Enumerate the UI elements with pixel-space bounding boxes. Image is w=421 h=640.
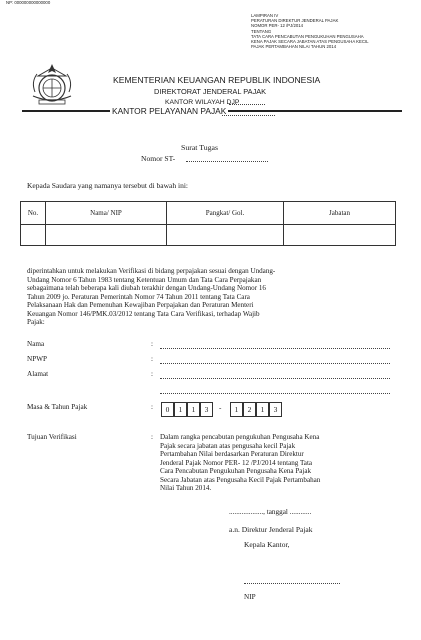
document-code: NP: 000000000000000 xyxy=(6,0,51,5)
body-paragraph xyxy=(27,267,397,327)
column-header-position: Jabatan xyxy=(284,202,396,225)
field-dots-nama xyxy=(160,348,390,349)
tujuan-line: Pajak secara jabatan atas pengusaha kecil Pajak xyxy=(160,441,296,450)
body-line: Pajak: xyxy=(27,318,45,326)
body-line: Pelaksanaan Hak dan Pemenuhan Kewajiban Perpajakan dan Peraturan Menteri xyxy=(27,301,254,309)
table-cell xyxy=(167,225,284,246)
table-cell xyxy=(21,225,46,246)
tax-office-label: KANTOR PELAYANAN PAJAK xyxy=(112,106,227,116)
table-row xyxy=(21,225,396,246)
staff-table xyxy=(20,201,396,246)
field-dots-alamat-1 xyxy=(160,378,390,379)
field-colon: : xyxy=(151,403,153,411)
body-line: Keuangan Nomor 146/PMK.03/2012 tentang Tata Cara Verifikasi, terhadap Wajib xyxy=(27,309,260,318)
addressee-text: Kepada Saudara yang namanya tersebut di bawah ini: xyxy=(27,181,188,190)
regional-office-label: KANTOR WILAYAH DJP xyxy=(165,99,240,106)
table-cell xyxy=(284,225,396,246)
annex-line: NOMOR PER- 12 /PJ/2014 xyxy=(251,23,304,29)
signature-on-behalf: a.n. Direktur Jenderal Pajak xyxy=(229,525,313,534)
field-colon: : xyxy=(151,340,153,348)
masa-digit-box: 3 xyxy=(200,402,213,417)
field-label-masa: Masa & Tahun Pajak xyxy=(27,403,88,411)
ministry-emblem-icon xyxy=(27,62,77,108)
body-line: Undang Nomor 6 Tahun 1983 tentang Ketentuan Umum dan Tata Cara Perpajakan xyxy=(27,275,262,284)
regional-office-dots xyxy=(229,104,265,105)
masa-digit-box: 1 xyxy=(174,402,187,417)
tujuan-line: Cara Pencabutan Pengukuhan Pengusaha Kena Pajak xyxy=(160,467,312,475)
table-cell xyxy=(46,225,167,246)
column-header-name: Nama/ NIP xyxy=(46,202,167,225)
tujuan-line: Nilai Tahun 2014. xyxy=(160,484,212,492)
annex-block xyxy=(251,13,416,49)
letter-title: Surat Tugas xyxy=(181,143,219,152)
tujuan-line: Secara Jabatan atas Pengusaha Kecil Pajak Pertambahan xyxy=(160,475,321,484)
annex-line: TENTANG xyxy=(251,28,272,34)
field-label-tujuan: Tujuan Verifikasi xyxy=(27,433,77,441)
field-label-npwp: NPWP xyxy=(27,355,47,363)
field-colon: : xyxy=(151,355,153,363)
masa-digit-box: 1 xyxy=(256,402,269,417)
body-line: diperintahkan untuk melakukan Verifikasi di bidang perpajakan sesuai dengan Undang- xyxy=(27,267,276,275)
body-line: Tahun 2009 jo. Peraturan Pemerintah Nomor 74 Tahun 2011 tentang Tata Cara xyxy=(27,292,250,301)
tujuan-text xyxy=(160,433,390,493)
field-label-alamat: Alamat xyxy=(27,370,49,378)
signature-name-dots xyxy=(244,583,340,584)
masa-dash: - xyxy=(219,404,222,412)
field-dots-npwp xyxy=(160,363,390,364)
masa-digit-box: 2 xyxy=(243,402,256,417)
field-colon: : xyxy=(151,370,153,378)
annex-line: TATA CARA PENCABUTAN PENGUKUHAN PENGUSAHA xyxy=(251,33,364,39)
annex-line: PERATURAN DIREKTUR JENDERAL PAJAK xyxy=(251,18,339,24)
masa-digit-box: 1 xyxy=(230,402,243,417)
table-header-row xyxy=(21,202,396,225)
masa-digit-box: 3 xyxy=(269,402,282,417)
signature-nip: NIP xyxy=(244,593,256,601)
annex-line: PAJAK PERTAMBAHAN NILAI TAHUN 2014 xyxy=(251,44,337,50)
signature-head: Kepala Kantor, xyxy=(244,540,290,549)
field-colon: : xyxy=(151,433,153,441)
body-line: sebagaimana telah beberapa kali diubah terakhir dengan Undang-Undang Nomor 16 xyxy=(27,284,266,292)
masa-digit-box: 0 xyxy=(161,402,174,417)
column-header-rank: Pangkat/ Gol. xyxy=(167,202,284,225)
field-label-nama: Nama xyxy=(27,340,45,348)
annex-line: LAMPIRAN IV xyxy=(251,13,279,18)
tujuan-line: Pertambahan Nilai berdasarkan Peraturan Direktur xyxy=(160,450,304,458)
tujuan-line: Jenderal Pajak Nomor PER- 12 /PJ/2014 tentang Tata xyxy=(160,458,313,467)
letter-number-label: Nomor ST- xyxy=(141,154,176,163)
column-header-no: No. xyxy=(21,202,46,225)
masa-digit-box: 1 xyxy=(187,402,200,417)
tujuan-line: Dalam rangka pencabutan pengukuhan Pengusaha Kena xyxy=(160,433,320,441)
ministry-name: KEMENTERIAN KEUANGAN REPUBLIK INDONESIA xyxy=(113,75,321,85)
letter-number-dots xyxy=(186,161,268,162)
annex-line: KENA PAJAK SECARA JABATAN ATAS PENGUSAHA KECIL xyxy=(251,39,369,45)
field-dots-alamat-2 xyxy=(160,393,390,394)
directorate-name: DIREKTORAT JENDERAL PAJAK xyxy=(154,87,267,96)
signature-date-line: ..................., tanggal ............ xyxy=(229,508,312,516)
tax-office-dots xyxy=(222,115,275,116)
